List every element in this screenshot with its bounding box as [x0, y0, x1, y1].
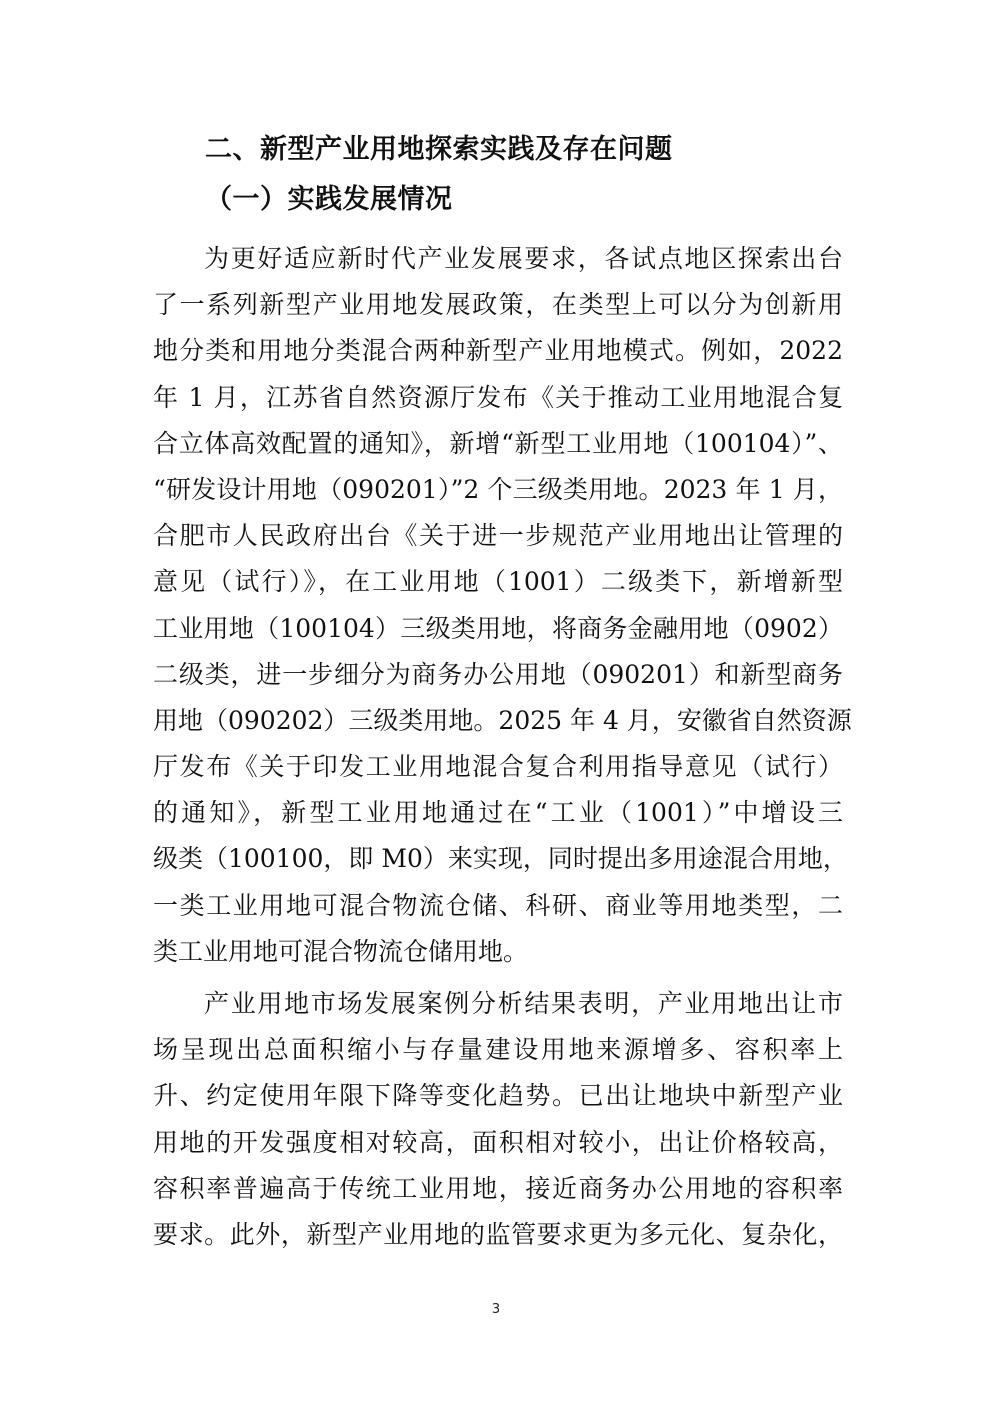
subsection-heading: （一）实践发展情况 — [205, 184, 453, 215]
paragraph-line: 要求。此外，新型产业用地的监管要求更为多元化、复杂化， — [153, 1219, 843, 1249]
paragraph-line: 合立体高效配置的通知》，新增“新型工业用地（100104）”、 — [153, 428, 843, 458]
paragraph-line: 容积率普遍高于传统工业用地，接近商务办公用地的容积率 — [153, 1173, 843, 1203]
paragraph-1 — [153, 236, 852, 975]
paragraph-line: 用地的开发强度相对较高，面积相对较小，出让价格较高， — [153, 1127, 843, 1157]
paragraph-line: 年 1 月，江苏省自然资源厅发布《关于推动工业用地混合复 — [153, 382, 843, 412]
paragraph-line: 二级类，进一步细分为商务办公用地（090201）和新型商务 — [153, 659, 843, 689]
paragraph-line: 用地（090202）三级类用地。2025 年 4 月，安徽省自然资源 — [153, 705, 852, 735]
paragraph-line: 为更好适应新时代产业发展要求，各试点地区探索出台 — [204, 244, 843, 273]
paragraph-line: 厅发布《关于印发工业用地混合复合利用指导意见（试行） — [153, 752, 843, 782]
paragraph-2 — [153, 981, 843, 1258]
paragraph-line: 一类工业用地可混合物流仓储、科研、商业等用地类型，二 — [153, 890, 843, 920]
paragraph-line: 的通知》，新型工业用地通过在“工业（1001）”中增设三 — [153, 798, 843, 828]
paragraph-line: “研发设计用地（090201）”2 个三级类用地。2023 年 1 月， — [153, 474, 843, 504]
paragraph-line: 意见（试行）》，在工业用地（1001）二级类下，新增新型 — [153, 567, 843, 597]
paragraph-line: 升、约定使用年限下降等变化趋势。已出让地块中新型产业 — [153, 1081, 843, 1111]
paragraph-line: 产业用地市场发展案例分析结果表明，产业用地出让市 — [204, 989, 843, 1018]
paragraph-line: 级类（100100，即 M0）来实现，同时提出多用途混合用地， — [153, 844, 848, 874]
paragraph-line: 工业用地（100104）三级类用地，将商务金融用地（0902） — [153, 613, 843, 643]
page-number: 3 — [491, 1302, 501, 1317]
paragraph-line: 地分类和用地分类混合两种新型产业用地模式。例如，2022 — [153, 336, 843, 366]
paragraph-line: 类工业用地可混合物流仓储用地。 — [153, 936, 529, 966]
paragraph-line: 合肥市人民政府出台《关于进一步规范产业用地出让管理的 — [153, 521, 843, 551]
paragraph-line: 了一系列新型产业用地发展政策，在类型上可以分为创新用 — [153, 290, 843, 320]
section-heading: 二、新型产业用地探索实践及存在问题 — [205, 134, 673, 165]
paragraph-line: 场呈现出总面积缩小与存量建设用地来源增多、容积率上 — [153, 1035, 843, 1065]
